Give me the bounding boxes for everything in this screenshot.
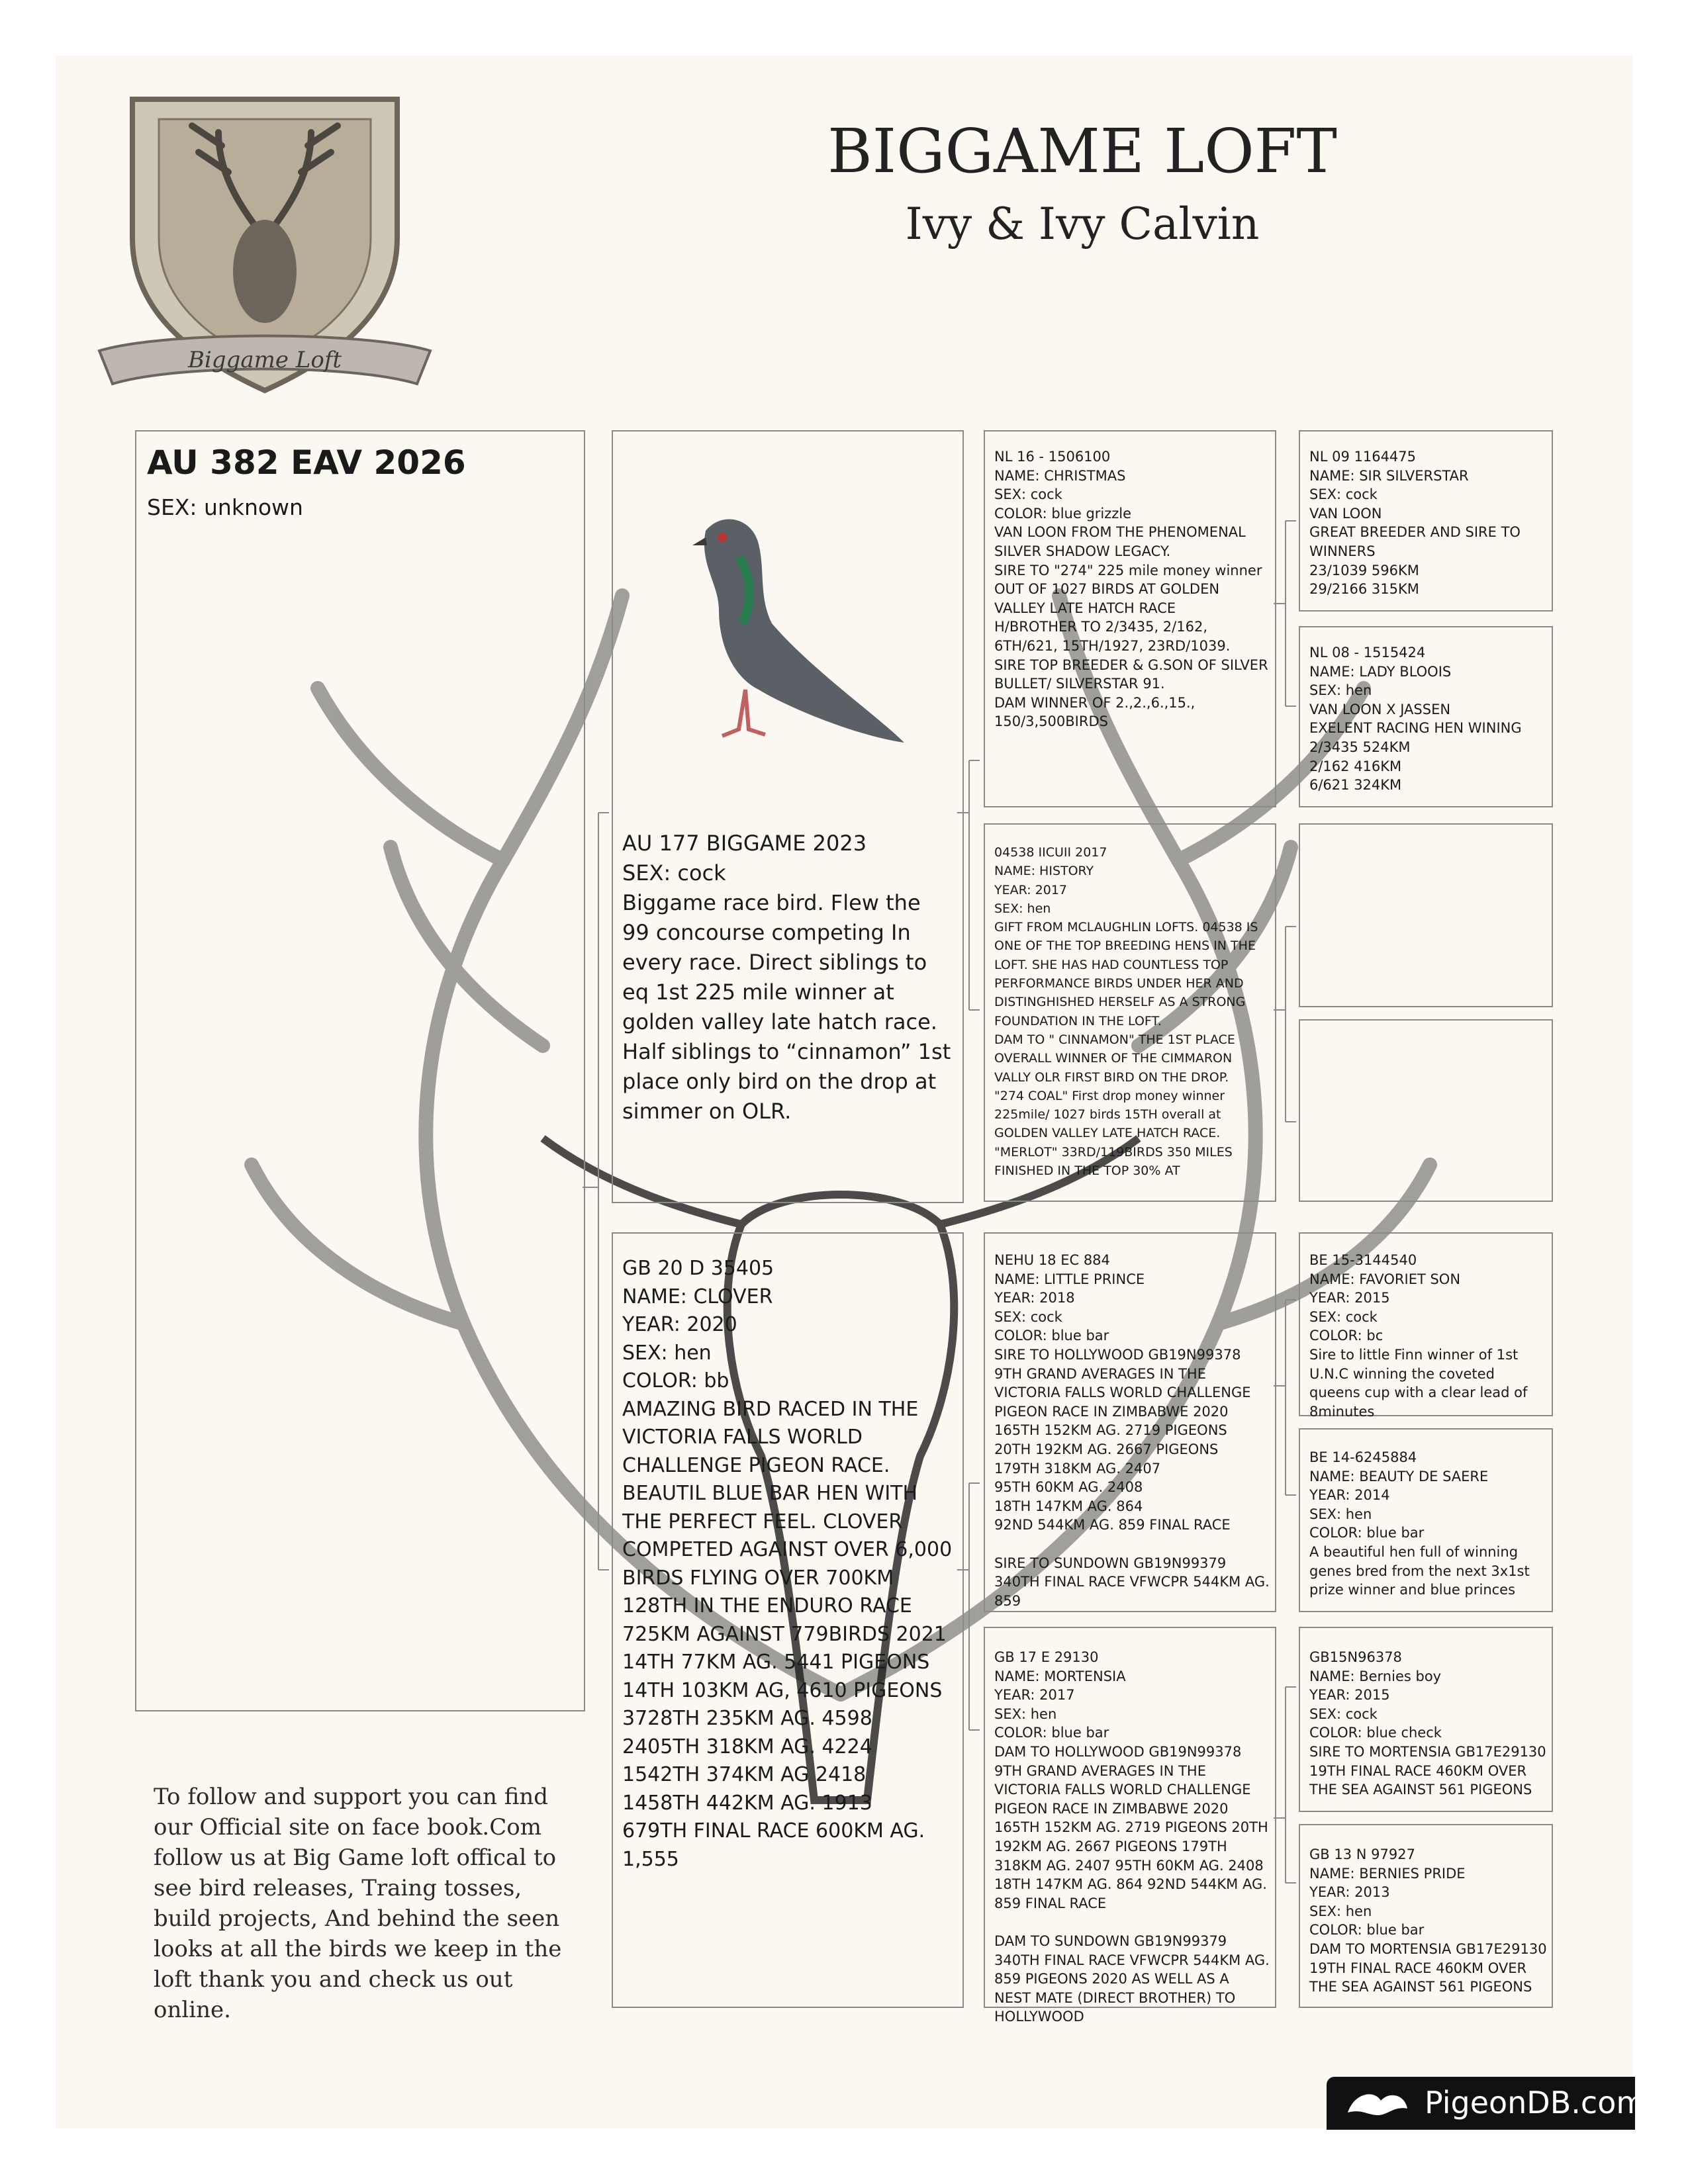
granddam-sire-box <box>984 823 1276 1202</box>
granddam-dam-box <box>984 1627 1276 2025</box>
sire-box <box>612 430 964 1203</box>
gg-sire-sire-dam-text: NL 08 - 1515424 NAME: LADY BLOOIS SEX: hen VAN LOON X JASSEN EXELENT RACING HEN WINING 2/3435 524KM 2/162 416KM 6/621 324KM <box>1309 645 1522 794</box>
subject-ring: AU 382 EAV 2026 <box>147 443 466 482</box>
gg-dam-dam-sire-box <box>1299 1627 1553 1812</box>
grandsire-sire-text: NL 16 - 1506100 NAME: CHRISTMAS SEX: cock COLOR: blue grizzle VAN LOON FROM THE PHENOMENAL SILVER SHADOW LEGACY. SIRE TO "274" 225 mile money winner OUT OF 1027 BIRDS AT GOLDEN VALLEY LATE HATCH RACE H/BROTHER TO 2/3435, 2/162, 6TH/621, 15TH/1927, 23RD/1039. SIRE TOP BREEDER & G.SON OF SILVER BULLET/ SILVERSTAR 91. DAM WINNER OF 2.,2.,6.,15., 150/3,500BIRDS <box>994 449 1268 730</box>
gg-dam-sire-dam-box <box>1299 1428 1553 1612</box>
gg-sire-sire-sire-box <box>1299 430 1553 612</box>
sire-text: AU 177 BIGGAME 2023 SEX: cock Biggame race bird. Flew the 99 concourse competing In every race. Direct siblings to eq 1st 225 mile winner at golden valley late hatch race. Half siblings to “cinnamon” 1st place only bird on the drop at simmer on OLR. <box>622 831 951 1124</box>
gg-dam-sire-dam-text: BE 14-6245884 NAME: BEAUTY DE SAERE YEAR: 2014 SEX: hen COLOR: blue bar A beautiful hen full of winning genes bred from the next 3x1st prize winner and blue princes <box>1309 1449 1530 1598</box>
gg-dam-sire-sire-text: BE 15-3144540 NAME: FAVORIET SON YEAR: 2015 SEX: cock COLOR: bc Sire to little Finn winner of 1st U.N.C winning the coveted queens cup with a clear lead of 8minutes <box>1309 1252 1528 1420</box>
gg-sire-sire-sire-text: NL 09 1164475 NAME: SIR SILVERSTAR SEX: cock VAN LOON GREAT BREEDER AND SIRE TO WINNERS 23/1039 596KM 29/2166 315KM <box>1309 449 1521 598</box>
dam-box <box>612 1232 964 2008</box>
dam-text: GB 20 D 35405 NAME: CLOVER YEAR: 2020 SEX: hen COLOR: bb AMAZING BIRD RACED IN THE VICTORIA FALLS WORLD CHALLENGE PIGEON RACE. BEAUTIL BLUE BAR HEN WITH THE PERFECT FEEL. CLOVER COMPETED AGAINST OVER 6,000 BIRDS FLYING OVER 700KM 128TH IN THE ENDURO RACE 725KM AGAINST 779BIRDS 2021 14TH 77KM AG. 5441 PIGEONS 14TH 103KM AG, 4610 PIGEONS 3728TH 235KM AG. 4598 2405TH 318KM AG. 4224 1542TH 374KM AG 2418 1458TH 442KM AG. 1913 679TH FINAL RACE 600KM AG. 1,555 <box>622 1257 953 1871</box>
pigeondb-brand-bar[interactable] <box>1327 2077 1646 2130</box>
footer-note: To follow and support you can find our Official site on face book.Com follow us at Big Game loft offical to see bird releases, Traing tosses, build projects, And behind the seen looks at all the birds we keep in the loft thank you and check us out online. <box>154 1784 562 2023</box>
pigeon-photo <box>659 491 911 749</box>
gg-dam-dam-dam-text: GB 13 N 97927 NAME: BERNIES PRIDE YEAR: 2013 SEX: hen COLOR: blue bar DAM TO MORTENSIA GB17E29130 19TH FINAL RACE 460KM OVER THE SEA AGAINST 561 PIGEONS <box>1309 1846 1547 1995</box>
subject-box <box>135 430 585 1711</box>
loft-name: BIGGAME LOFT <box>827 116 1337 187</box>
pigeondb-logo-icon <box>1341 2086 1414 2122</box>
pigeondb-brand-text: PigeonDB.com <box>1425 2085 1646 2120</box>
gg-sire-dam-sire-box <box>1299 823 1553 1007</box>
owners-name: Ivy & Ivy Calvin <box>905 199 1260 250</box>
subject-sex: SEX: unknown <box>147 494 303 520</box>
grandsire-dam-text: NEHU 18 EC 884 NAME: LITTLE PRINCE YEAR: 2018 SEX: cock COLOR: blue bar SIRE TO HOLLYWOOD GB19N99378 9TH GRAND AVERAGES IN THE VICTORIA FALLS WORLD CHALLENGE PIGEON RACE IN ZIMBABWE 2020 165TH 152KM AG. 2719 PIGEONS 20TH 192KM AG. 2667 PIGEONS 179TH 318KM AG. 2407 95TH 60KM AG. 2408 18TH 147KM AG. 864 92ND 544KM AG. 859 FINAL RACE SIRE TO SUNDOWN GB19N99379 340TH FINAL RACE VFWCPR 544KM AG. 859 <box>994 1252 1270 1609</box>
gg-dam-dam-sire-text: GB15N96378 NAME: Bernies boy YEAR: 2015 SEX: cock COLOR: blue check SIRE TO MORTENSIA GB17E29130 19TH FINAL RACE 460KM OVER THE SEA AGAINST 561 PIGEONS <box>1309 1649 1546 1798</box>
gg-sire-dam-dam-box <box>1299 1019 1553 1202</box>
granddam-sire-text: 04538 IICUII 2017 NAME: HISTORY YEAR: 2017 SEX: hen GIFT FROM MCLAUGHLIN LOFTS. 04538 IS ONE OF THE TOP BREEDING HENS IN THE LOFT. SHE HAS HAD COUNTLESS TOP PERFORMANCE BIRDS UNDER HER AND DISTINGHISHED HERSELF AS A STRONG FOUNDATION IN THE LOFT. DAM TO " CINNAMON" THE 1ST PLACE OVERALL WINNER OF THE CIMMARON VALLY OLR FIRST BIRD ON THE DROP. "274 COAL" First drop money winner 225mile/ 1027 birds 15TH overall at GOLDEN VALLEY LATE HATCH RACE. "MERLOT" 33RD/119BIRDS 350 MILES FINISHED IN THE TOP 30% AT <box>994 845 1258 1179</box>
grandsire-sire-box <box>984 430 1276 807</box>
grandsire-dam-box <box>984 1232 1276 1612</box>
gg-dam-sire-sire-box <box>1299 1232 1553 1420</box>
gg-sire-sire-dam-box <box>1299 626 1553 807</box>
logo-banner-text: Biggame Loft <box>187 347 342 373</box>
granddam-dam-text: GB 17 E 29130 NAME: MORTENSIA YEAR: 2017 SEX: hen COLOR: blue bar DAM TO HOLLYWOOD GB19N99378 9TH GRAND AVERAGES IN THE VICTORIA FALLS WORLD CHALLENGE PIGEON RACE IN ZIMBABWE 2020 165TH 152KM AG. 2719 PIGEONS 20TH 192KM AG. 2667 PIGEONS 179TH 318KM AG. 2407 95TH 60KM AG. 2408 18TH 147KM AG. 864 92ND 544KM AG. 859 FINAL RACE DAM TO SUNDOWN GB19N99379 340TH FINAL RACE VFWCPR 544KM AG. 859 PIGEONS 2020 AS WELL AS A NEST MATE (DIRECT BROTHER) TO HOLLYWOOD <box>994 1649 1270 2025</box>
gg-dam-dam-dam-box <box>1299 1824 1553 2008</box>
